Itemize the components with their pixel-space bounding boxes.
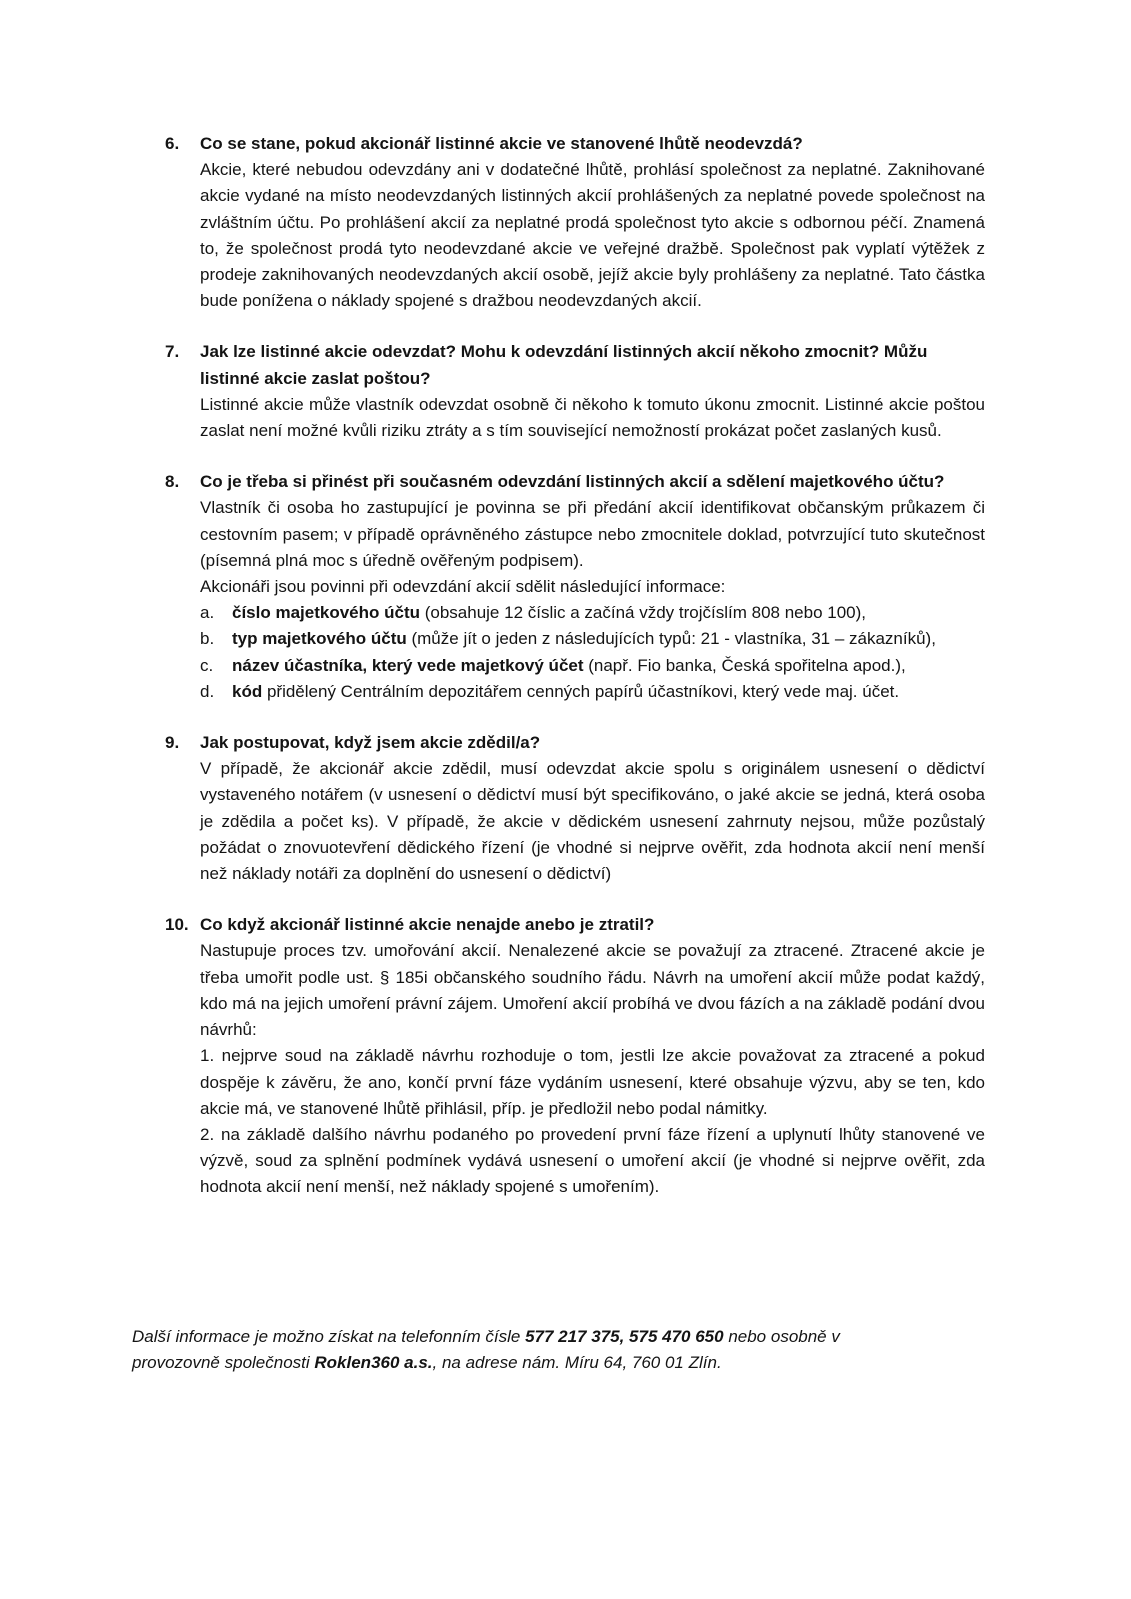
- contact-note-text: Další informace je možno získat na telefonním čísle: [132, 1327, 526, 1346]
- faq-item-8: [165, 469, 985, 705]
- faq-number: 10.: [165, 915, 189, 935]
- faq-answer: Vlastník či osoba ho zastupující je povinna se při předání akcií identifikovat občanským průkazem či cestovním pasem; v případě oprávněného zástupce nebo zmocnitele doklad, potvrzující tuto skutečnost (písemná plná moc s úředně ověřeným podpisem).: [200, 498, 985, 570]
- faq-number: 8.: [165, 472, 180, 492]
- contact-note: [132, 1324, 932, 1376]
- faq-step-2: 2. na základě dalšího návrhu podaného po provedení první fáze řízení a uplynutí lhůty stanovené ve výzvě, soud za splnění podmínek vydává usnesení o umoření akcií (je vhodné si nejprve ověřit, zda hodnota akcií není menší, než náklady spojené s umořením).: [200, 1124, 985, 1197]
- list-item-detail: (může jít o jeden z následujících typů: 21 - vlastníka, 31 – zákazníků),: [406, 629, 936, 649]
- list-item-letter: c.: [200, 655, 214, 675]
- faq-answer: Nastupuje proces tzv. umořování akcií. Nenalezené akcie se považují za ztracené. Ztracené akcie je třeba umořit podle ust. § 185i občanského soudního řádu. Návrh na umoření akcií může podat každý, kdo má na jejich umoření právní zájem. Umoření akcií probíhá ve dvou fázích a na základě podání dvou návrhů:: [200, 941, 985, 1040]
- contact-note-address: , na adrese nám. Míru 64, 760 01 Zlín.: [432, 1353, 722, 1373]
- faq-question: Co se stane, pokud akcionář listinné akcie ve stanovené lhůtě neodevzdá?: [200, 134, 803, 153]
- list-item-letter: a.: [200, 603, 215, 623]
- faq-question: Co když akcionář listinné akcie nenajde anebo je ztratil?: [200, 915, 655, 935]
- faq-answer-intro: Akcionáři jsou povinni při odevzdání akcií sdělit následující informace:: [200, 577, 726, 597]
- phone-numbers: 577 217 375, 575 470 650: [525, 1327, 724, 1346]
- list-item: [200, 600, 985, 626]
- faq-number: 7.: [165, 342, 180, 362]
- list-item: [200, 653, 985, 679]
- list-item: [200, 679, 985, 705]
- list-item-letter: d.: [200, 681, 215, 701]
- faq-number: 9.: [165, 733, 180, 753]
- list-item-term: typ majetkového účtu: [232, 629, 407, 649]
- contact-note-text: nebo osobně v provozovně společnosti: [132, 1327, 840, 1373]
- list-item-detail: (obsahuje 12 číslic a začíná vždy trojčíslím 808 nebo 100),: [420, 603, 867, 623]
- list-item-term: název účastníka, který vede majetkový účet: [232, 655, 584, 675]
- faq-question: Co je třeba si přinést při současném odevzdání listinných akcií a sdělení majetkového účtu?: [200, 472, 945, 492]
- list-item-detail: přidělený Centrálním depozitářem cenných papírů účastníkovi, který vede maj. účet.: [262, 681, 900, 701]
- faq-item-6: [165, 131, 985, 314]
- faq-item-10: [165, 912, 985, 1200]
- list-item-term: kód: [232, 681, 263, 701]
- list-item-letter: b.: [200, 629, 215, 649]
- list-item-detail: (např. Fio banka, Česká spořitelna apod.),: [583, 655, 906, 675]
- faq-answer: Akcie, které nebudou odevzdány ani v dodatečné lhůtě, prohlásí společnost za neplatné. Zaknihované akcie vydané na místo neodevzdaných listinných akcií prohlášených za neplatné povede společnost na zvláštním účtu. Po prohlášení akcií za neplatné prodá společnost tyto akcie s odbornou péčí. Znamená to, že společnost prodá tyto neodevzdané akcie ve veřejné dražbě. Společnost pak vyplatí výtěžek z prodeje zaknihovaných neodevzdaných akcií osobě, jejíž akcie byly prohlášeny za neplatné. Tato částka bude ponížena o náklady spojené s dražbou neodevzdaných akcií.: [200, 160, 985, 311]
- faq-item-7: [165, 339, 985, 444]
- faq-question: Jak lze listinné akcie odevzdat? Mohu k odevzdání listinných akcií někoho zmocnit? Můžu listinné akcie zaslat poštou?: [200, 342, 928, 388]
- faq-number: 6.: [165, 134, 180, 153]
- faq-answer: V případě, že akcionář akcie zdědil, musí odevzdat akcie spolu s originálem usnesení o dědictví vystaveného notářem (v usnesení o dědictví musí být specifikováno, o jaké akcie se jedná, která osoba je zdědila a počet ks). V případě, že akcie v dědickém usnesení zahrnuty nejsou, může pozůstalý požádat o znovuotevření dědického řízení (je vhodné si nejprve ověřit, zda hodnota akcií není menší než náklady notáři za doplnění do usnesení o dědictví): [200, 759, 985, 884]
- faq-question: Jak postupovat, když jsem akcie zdědil/a?: [200, 733, 541, 753]
- faq-answer: Listinné akcie může vlastník odevzdat osobně či někoho k tomuto úkonu zmocnit. Listinné akcie poštou zaslat není možné kvůli riziku ztráty a s tím související nemožností prokázat počet zaslaných kusů.: [200, 394, 985, 441]
- list-item: [200, 626, 985, 652]
- company-name: Roklen360 a.s.: [314, 1353, 433, 1373]
- list-item-term: číslo majetkového účtu: [232, 603, 420, 623]
- required-info-list: [200, 600, 985, 705]
- faq-step-1: 1. nejprve soud na základě návrhu rozhoduje o tom, jestli lze akcie považovat za ztracené a pokud dospěje k závěru, že ano, končí první fáze vydáním usnesení, které obsahuje výzvu, aby se ten, kdo akcie má, ve stanovené lhůtě přihlásil, příp. je předložil nebo podal námitky.: [200, 1046, 985, 1118]
- faq-list: [165, 131, 985, 1226]
- faq-item-9: [165, 730, 985, 887]
